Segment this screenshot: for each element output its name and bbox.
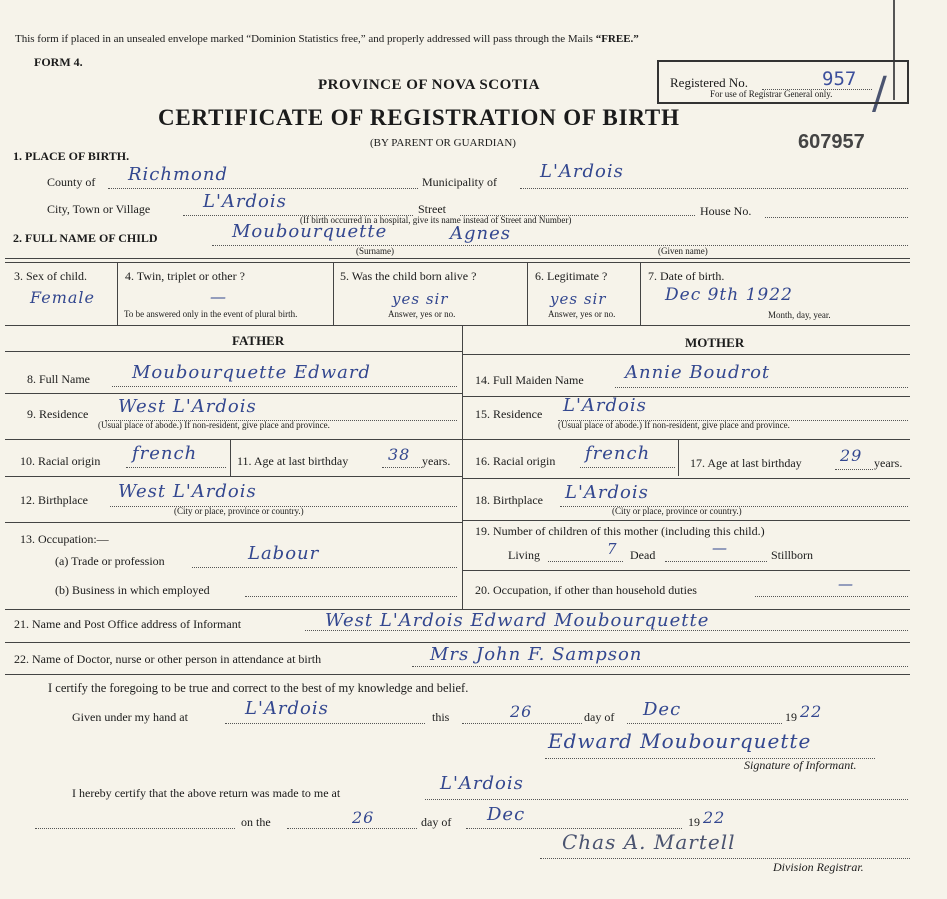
doctor-line (412, 666, 908, 667)
mother-residence-value: L'Ardois (563, 395, 647, 416)
divider (5, 439, 462, 440)
divider (462, 520, 910, 521)
given-place-value: L'Ardois (245, 698, 329, 719)
document-subtitle: (BY PARENT OR GUARDIAN) (370, 137, 516, 149)
child-name-label: 2. FULL NAME OF CHILD (13, 231, 158, 245)
father-trade-label: (a) Trade or profession (55, 554, 165, 568)
mother-age-unit: years. (874, 456, 903, 470)
stamp-number: 607957 (798, 131, 865, 153)
county-line (108, 188, 418, 189)
given-label: Given under my hand at (72, 710, 188, 724)
stillborn-label: Stillborn (771, 548, 814, 562)
father-trade-line (192, 567, 457, 568)
registrar-caption: Division Registrar. (773, 860, 864, 874)
divider (5, 258, 910, 259)
father-trade-value: Labour (248, 543, 320, 564)
registrar-signature: Chas A. Martell (562, 830, 736, 854)
father-name-line (112, 386, 457, 387)
dead-label: Dead (630, 548, 656, 562)
mother-racial-line (580, 467, 675, 468)
registrar-note: For use of Registrar General only. (710, 89, 833, 99)
certify-text: I certify the foregoing to be true and correct to the best of my knowledge and belief. (48, 681, 469, 695)
father-occupation-label: 13. Occupation:— (20, 532, 109, 546)
registered-value: 957 (822, 68, 857, 90)
divider (462, 570, 910, 571)
mother-birthplace-value: L'Ardois (565, 482, 649, 503)
mother-name-label: 14. Full Maiden Name (475, 373, 584, 387)
year-prefix: 19 (785, 710, 797, 724)
day-value: 26 (510, 702, 533, 721)
child-surname-value: Moubourquette (232, 221, 388, 242)
mother-racial-label: 16. Racial origin (475, 454, 556, 468)
return-text: I hereby certify that the above return was made to me at (72, 786, 341, 800)
this-label: this (432, 710, 450, 724)
divider (462, 354, 910, 355)
divider (5, 262, 910, 263)
alive-label: 5. Was the child born alive ? (340, 269, 477, 283)
sex-label: 3. Sex of child. (14, 269, 87, 283)
father-residence-note: (Usual place of abode.) If non-resident, give place and province. (98, 420, 330, 430)
given-place-line (225, 723, 425, 724)
column-divider (462, 326, 463, 609)
check-mark-icon: / (872, 68, 887, 119)
divider (5, 325, 910, 326)
doctor-value: Mrs John F. Sampson (430, 644, 643, 665)
doctor-label: 22. Name of Doctor, nurse or other person in attendance at birth (14, 652, 322, 666)
father-name-label: 8. Full Name (27, 372, 90, 386)
informant-value: West L'Ardois Edward Moubourquette (325, 610, 710, 631)
mother-occupation-label: 20. Occupation, if other than household duties (475, 583, 697, 597)
divider (462, 478, 910, 479)
father-racial-label: 10. Racial origin (20, 454, 101, 468)
dob-note: Month, day, year. (768, 310, 831, 320)
street-label: Street (418, 202, 446, 216)
mother-birthplace-note: (City or place, province or country.) (612, 506, 742, 516)
on-the-lead-line (35, 828, 235, 829)
living-label: Living (508, 548, 540, 562)
registered-label: Registered No. (670, 75, 748, 90)
place-heading: 1. PLACE OF BIRTH. (13, 149, 130, 163)
dob-label: 7. Date of birth. (648, 269, 725, 283)
father-name-value: Moubourquette Edward (132, 362, 371, 383)
reg-month-line (466, 828, 682, 829)
divider (5, 393, 462, 394)
child-given-value: Agnes (450, 223, 512, 244)
mother-racial-value: french (585, 443, 651, 464)
registrar-signature-line (540, 858, 910, 859)
father-birthplace-label: 12. Birthplace (20, 493, 88, 507)
mother-heading: MOTHER (685, 335, 745, 350)
municipality-line (520, 188, 908, 189)
reg-day-value: 26 (352, 808, 375, 827)
mother-age-label: 17. Age at last birthday (690, 456, 802, 470)
divider (462, 396, 910, 397)
column-divider (333, 263, 334, 325)
mail-notice-free: “FREE.” (595, 33, 639, 45)
document-title: CERTIFICATE OF REGISTRATION OF BIRTH (158, 105, 680, 130)
day-line (462, 723, 582, 724)
reg-day-line (287, 828, 417, 829)
sex-value: Female (30, 288, 95, 307)
mother-name-value: Annie Boudrot (625, 362, 771, 383)
divider (5, 351, 462, 352)
municipality-value: L'Ardois (540, 161, 624, 182)
year-value: 22 (800, 702, 823, 721)
living-line (548, 561, 623, 562)
father-residence-value: West L'Ardois (118, 396, 257, 417)
hospital-note: (If birth occurred in a hospital, give its name instead of Street and Number) (300, 215, 572, 225)
twin-label: 4. Twin, triplet or other ? (125, 269, 245, 283)
municipality-label: Municipality of (422, 175, 497, 189)
mother-age-value: 29 (840, 446, 863, 465)
mother-name-line (615, 387, 908, 388)
mother-occupation-value: — (838, 575, 854, 593)
return-place-value: L'Ardois (440, 773, 524, 794)
reg-month-value: Dec (487, 804, 526, 825)
living-value: 7 (607, 540, 618, 558)
father-racial-line (126, 467, 226, 468)
father-birthplace-value: West L'Ardois (118, 481, 257, 502)
children-label: 19. Number of children of this mother (including this child.) (475, 524, 765, 538)
county-label: County of (47, 175, 96, 189)
informant-label: 21. Name and Post Office address of Informant (14, 617, 242, 631)
mother-residence-label: 15. Residence (475, 407, 543, 421)
twin-value: — (210, 287, 227, 306)
city-label: City, Town or Village (47, 202, 151, 216)
column-divider (678, 440, 679, 476)
column-divider (117, 263, 118, 325)
informant-signature: Edward Moubourquette (548, 729, 812, 753)
column-divider (640, 263, 641, 325)
month-line (627, 723, 782, 724)
legitimate-note: Answer, yes or no. (548, 309, 616, 319)
father-heading: FATHER (232, 333, 285, 348)
divider (462, 439, 910, 440)
form-number: FORM 4. (34, 55, 83, 69)
county-value: Richmond (128, 164, 229, 185)
legitimate-value: yes sir (550, 290, 607, 308)
dead-line (665, 561, 767, 562)
father-birthplace-note: (City or place, province or country.) (174, 506, 304, 516)
house-label: House No. (700, 204, 752, 218)
child-name-line (212, 245, 908, 246)
reg-day-of-label: day of (421, 815, 452, 829)
alive-value: yes sir (392, 290, 449, 308)
mother-residence-note: (Usual place of abode.) If non-resident, give place and province. (558, 420, 790, 430)
month-value: Dec (643, 699, 682, 720)
twin-note: To be answered only in the event of plural birth. (124, 309, 298, 319)
city-value: L'Ardois (203, 191, 287, 212)
legitimate-label: 6. Legitimate ? (535, 269, 608, 283)
reg-year-prefix: 19 (688, 815, 700, 829)
father-racial-value: french (132, 443, 198, 464)
reg-year-value: 22 (703, 808, 726, 827)
given-caption: (Given name) (658, 246, 708, 256)
divider (5, 642, 910, 643)
return-place-line (425, 799, 908, 800)
column-divider (230, 440, 231, 476)
dead-value: — (712, 539, 728, 557)
column-divider (527, 263, 528, 325)
mail-notice-text: This form if placed in an unsealed envelope marked “Dominion Statistics free,” and properly addressed will pass through the Mails (15, 33, 593, 45)
on-the-label: on the (241, 815, 271, 829)
divider (5, 522, 462, 523)
alive-note: Answer, yes or no. (388, 309, 456, 319)
province-heading: PROVINCE OF NOVA SCOTIA (318, 77, 540, 93)
father-business-label: (b) Business in which employed (55, 583, 210, 597)
day-of-label: day of (584, 710, 615, 724)
divider (5, 476, 462, 477)
mother-age-line (835, 469, 873, 470)
dob-value: Dec 9th 1922 (665, 285, 793, 305)
mail-notice (15, 34, 639, 45)
house-line (765, 217, 908, 218)
father-age-unit: years. (422, 454, 451, 468)
surname-caption: (Surname) (356, 246, 394, 256)
father-age-line (382, 467, 422, 468)
father-age-value: 38 (388, 445, 411, 464)
signature-caption: Signature of Informant. (744, 758, 857, 772)
mother-birthplace-label: 18. Birthplace (475, 493, 543, 507)
father-business-line (245, 596, 457, 597)
father-age-label: 11. Age at last birthday (237, 454, 349, 468)
mother-occupation-line (755, 596, 908, 597)
father-residence-label: 9. Residence (27, 407, 89, 421)
divider (5, 674, 910, 675)
